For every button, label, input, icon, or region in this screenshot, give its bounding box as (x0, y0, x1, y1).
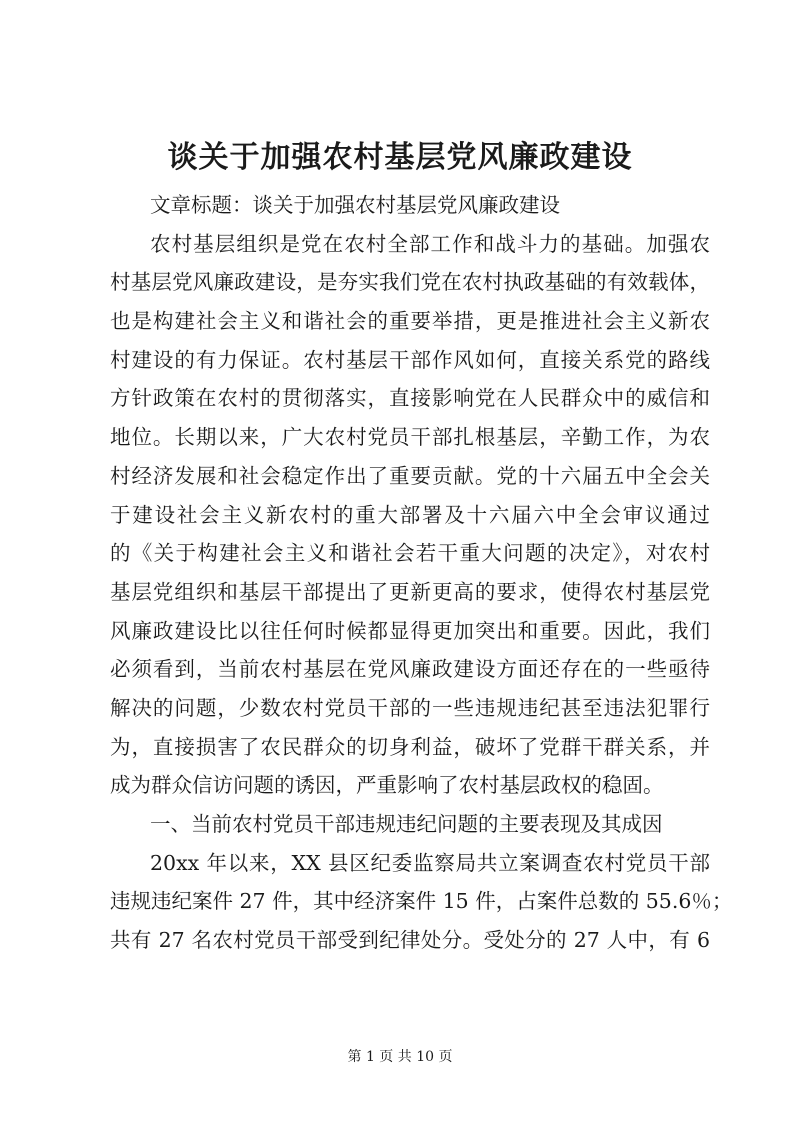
paragraph-line: 地位。长期以来，广大农村党员干部扎根基层，辛勤工作，为农 (110, 425, 710, 450)
paragraph-line: 为，直接损害了农民群众的切身利益，破坏了党群干群关系，并 (110, 734, 710, 759)
paragraph-line: 成为群众信访问题的诱因，严重影响了农村基层政权的稳固。 (110, 773, 664, 798)
page-footer: 第 1 页 共 10 页 (347, 1049, 453, 1065)
paragraph-line: 村建设的有力保证。农村基层干部作风如何，直接关系党的路线 (110, 347, 710, 372)
paragraph-line: 的《关于构建社会主义和谐社会若干重大问题的决定》，对农村 (110, 541, 710, 566)
paragraph-line: 方针政策在农村的贯彻落实，直接影响党在人民群众中的威信和 (110, 386, 710, 411)
paragraph-line: 解决的问题，少数农村党员干部的一些违规违纪甚至违法犯罪行 (110, 695, 710, 720)
paragraph-line: 农村基层组织是党在农村全部工作和战斗力的基础。加强农 (150, 231, 710, 256)
section-heading: 一、当前农村党员干部违规违纪问题的主要表现及其成因 (150, 812, 663, 836)
paragraph-line: 风廉政建设比以往任何时候都显得更加突出和重要。因此，我们 (110, 618, 710, 643)
paragraph-line: 村基层党风廉政建设，是夯实我们党在农村执政基础的有效载体， (110, 270, 710, 295)
paragraph-line: 基层党组织和基层干部提出了更新更高的要求，使得农村基层党 (110, 579, 710, 604)
document-body (110, 186, 733, 960)
article-title-line: 文章标题：谈关于加强农村基层党风廉政建设 (150, 193, 560, 217)
document-title: 谈关于加强农村基层党风廉政建设 (167, 140, 633, 175)
paragraph-line: 共有 27 名农村党员干部受到纪律处分。受处分的 27 人中，有 6 (110, 928, 710, 953)
paragraph-line: 必须看到，当前农村基层在党风廉政建设方面还存在的一些亟待 (110, 657, 710, 682)
paragraph-line: 20xx 年以来，XX 县区纪委监察局共立案调查农村党员干部 (150, 850, 710, 875)
paragraph-line: 违规违纪案件 27 件，其中经济案件 15 件，占案件总数的 55.6％； (110, 889, 733, 914)
paragraph-line: 村经济发展和社会稳定作出了重要贡献。党的十六届五中全会关 (110, 463, 710, 488)
paragraph-line: 也是构建社会主义和谐社会的重要举措，更是推进社会主义新农 (110, 309, 710, 334)
paragraph-line: 于建设社会主义新农村的重大部署及十六届六中全会审议通过 (110, 502, 710, 527)
